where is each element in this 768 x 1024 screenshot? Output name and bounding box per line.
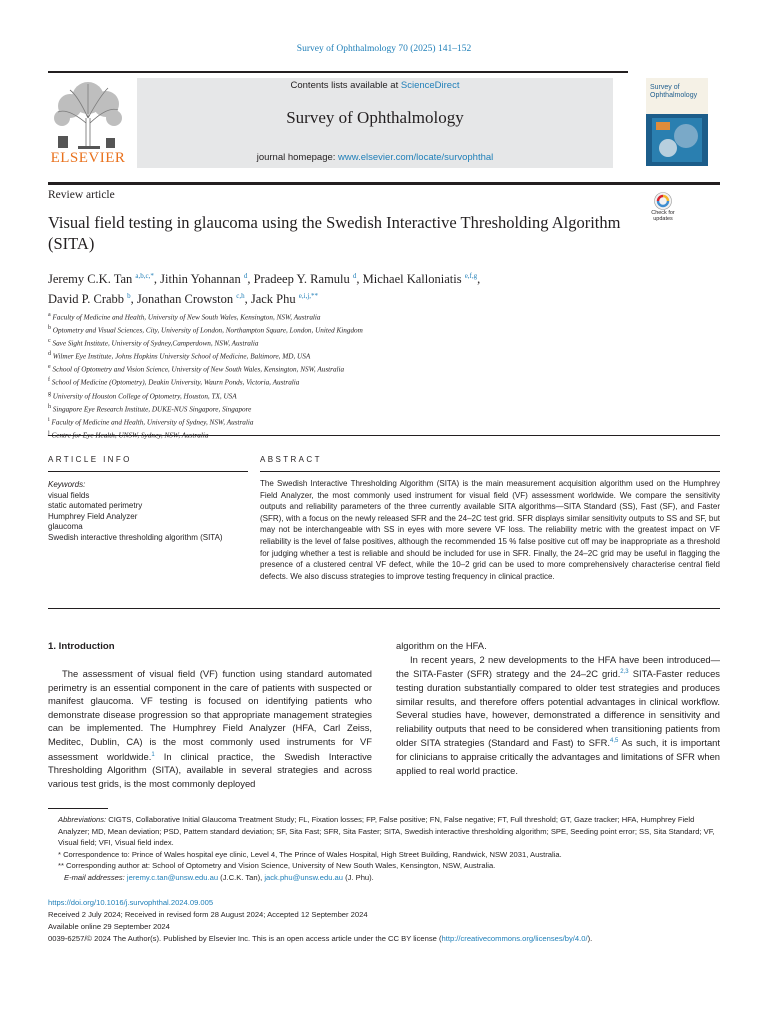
publisher-logo-text: ELSEVIER	[50, 150, 126, 166]
author-name[interactable]: Michael Kalloniatis	[362, 272, 462, 287]
author-affiliation-marker[interactable]: d	[243, 272, 248, 280]
affiliation-item: $^c$ Save Sight Institute, University of Sydney,Camperdown, NSW, Australia	[48, 338, 259, 348]
article-title: Visual field testing in glaucoma using the Swedish Interactive Thresholding Algorithm (SITA)	[48, 213, 621, 253]
keyword-item: visual fields	[48, 490, 90, 500]
keywords-block	[48, 480, 248, 543]
affiliation-item: $^e$ School of Optometry and Vision Science, University of New South Wales, Kensington, NSW, Australia	[48, 364, 345, 374]
doi-link[interactable]: https://doi.org/10.1016/j.survophthal.2024.09.005	[48, 898, 214, 907]
author-name[interactable]: Pradeep Y. Ramulu	[253, 272, 350, 287]
license-suffix: ).	[587, 934, 593, 943]
masthead-top-rule	[48, 71, 628, 73]
correspondence-footnote: * Correspondence to: Prince of Wales hospital eye clinic, Level 4, The Prince of Wales Hospital, High Street Building, Randwick, NSW 2031, Australia.	[58, 849, 562, 859]
cover-title	[650, 84, 697, 100]
affiliation-marker: b	[48, 325, 51, 332]
elsevier-logo	[48, 78, 128, 170]
article-info-rule	[48, 471, 248, 472]
right-paragraph	[396, 653, 720, 778]
keyword-item: Swedish interactive thresholding algorithm (SITA)	[48, 532, 223, 542]
section-title-introduction: 1. Introduction	[48, 641, 115, 652]
article-type: Review article	[48, 189, 115, 201]
affiliation-marker: e	[48, 364, 51, 371]
elsevier-tree-icon	[48, 78, 128, 150]
keywords-list	[48, 491, 248, 544]
citation-link[interactable]: 4,5	[610, 738, 619, 745]
left-column	[48, 667, 372, 790]
check-for-updates-icon	[647, 192, 679, 210]
email-name-phu: (J. Phu).	[342, 872, 374, 882]
corresponding-author-footnote: ** Corresponding author at: School of Optometry and Vision Science, University of New South Wales, Kensington, NSW, Australia.	[58, 861, 496, 871]
check-for-updates-label	[647, 210, 679, 222]
right-continuation: algorithm on the HFA.	[396, 640, 487, 651]
abbreviations-text: CIGTS, Collaborative Initial Glaucoma Treatment Study; FL, Fixation losses; FP, False positive; FN, False negative; FT, Full threshold; GT, Gaze tracker; HFA, Humphrey Field Analyzer; MD, Mean deviation; PSD, Pattern standard deviation; SF, Sita Fast; SFR, Sita Faster; SITA, Swedish interactive thresholding algorithm; SPE, Seeding point error; SS, Sita Standard; VF, Visual field; VFI, Visual field index.	[58, 815, 715, 848]
right-text-b: SITA-Faster reduces testing duration substantially compared to older test strategies and produces similar results, and therefore offers potential advantages in clinical workflow. Several studies have, however, demonstrated a difference in sensitivity and reliability outputs that need to be considered when transitioning patients from older SITA strategies (Standard and Fast) to SFR.	[396, 668, 720, 749]
available-online: Available online 29 September 2024	[48, 922, 170, 931]
check-updates-line1: Check for	[651, 210, 675, 216]
license-text: 0039-6257/© 2024 The Author(s). Published by Elsevier Inc. This is an open access article under the CC BY license (	[48, 934, 442, 943]
author-name[interactable]: David P. Crabb	[48, 292, 125, 307]
affiliation-marker: j	[48, 429, 50, 436]
citation-link[interactable]: 2,3	[620, 669, 629, 676]
email-footnote	[48, 872, 720, 884]
received-dates: Received 2 July 2024; Received in revised form 28 August 2024; Accepted 12 September 2024	[48, 910, 368, 919]
author-name[interactable]: Jithin Yohannan	[160, 272, 241, 287]
affiliation-marker: i	[48, 416, 50, 423]
keyword-item: glaucoma	[48, 522, 83, 531]
license-link[interactable]: http://creativecommons.org/licenses/by/4.0/	[441, 934, 588, 943]
sciencedirect-link[interactable]: ScienceDirect	[400, 80, 460, 91]
abbreviations-label: Abbreviations:	[58, 815, 107, 824]
affiliation-item: $^h$ Singapore Eye Research Institute, DUKE-NUS Singapore, Singapore	[48, 403, 252, 414]
author-name[interactable]: Jeremy C.K. Tan	[48, 272, 133, 287]
affiliation-item: $^f$ School of Medicine (Optometry), Deakin University, Waurn Ponds, Victoria, Australia	[48, 377, 300, 387]
email-name-tan: (J.C.K. Tan),	[218, 872, 265, 882]
footnotes	[48, 814, 720, 884]
email-link-phu[interactable]: jack.phu@unsw.edu.au	[264, 872, 343, 882]
abbreviations-footnote	[48, 814, 720, 849]
publication-info	[48, 897, 748, 945]
homepage-line	[137, 152, 613, 163]
article-info-heading: ARTICLE INFO	[48, 455, 132, 464]
masthead-bottom-rule	[48, 182, 720, 185]
author-affiliation-marker[interactable]: e,i,j,**	[298, 292, 319, 301]
email-link-tan[interactable]: jeremy.c.tan@unsw.edu.au	[126, 872, 219, 882]
affiliation-item: $^i$ Faculty of Medicine and Health, University of Sydney, NSW, Australia	[48, 416, 254, 427]
keywords-label: Keywords:	[48, 480, 86, 489]
cover-graphic-icon	[652, 118, 702, 162]
homepage-prefix: journal homepage:	[256, 152, 339, 163]
author-name[interactable]: Jonathan Crowston	[136, 292, 234, 307]
affiliation-marker: a	[48, 312, 51, 318]
affiliation-marker: g	[48, 390, 51, 397]
affiliation-marker: h	[48, 403, 51, 410]
affiliation-marker: d	[48, 351, 51, 358]
check-updates-line2: updates	[653, 216, 673, 222]
divider-top	[48, 435, 720, 436]
license-line	[48, 933, 748, 945]
keyword-item: static automated perimetry	[48, 501, 143, 510]
abstract-heading: ABSTRACT	[260, 455, 322, 464]
right-column	[396, 639, 720, 777]
abstract-rule	[260, 471, 720, 472]
contents-prefix: Contents lists available at	[290, 80, 401, 91]
footnote-rule	[48, 808, 108, 809]
journal-title: Survey of Ophthalmology	[286, 108, 464, 127]
right-text-a: In recent years, 2 new developments to the HFA have been introduced—the SITA-Faster (SFR) strategy and the 24–2C grid.	[396, 653, 720, 680]
abstract-text: The Swedish Interactive Thresholding Algorithm (SITA) is the main measurement acquisition algorithm used on the Humphrey Field Analyzer, the most commonly used instrument for visual field (VF) assessment worldwide. We compare the sensitivity outputs and reliability parameters of the three currently available SITA algorithms—SITA Standard (SS), Fast (SF), and Faster (SFR), with a focus on the newly released SFR and the 24–2C test grid. SFR displays similar sensitivity outputs to SS and SF, but may not be interchangeable with SS in eyes with more severe VF loss. The reliability metric with the greatest impact on VF reliability is the level of false positives, although the recommended 15 % false positive cut off may be inappropriate as a threshold for judging whether a test is reliable and should be included for use in SFR. Finally, the 24–2C grid may be useful in flagging the presence of a clustered central VF defect, while the 10–2 grid can be used to more comprehensively characterise central field defects. We also discuss strategies to improve testing frequency in clinical practice.	[260, 479, 720, 581]
affiliation-list	[48, 310, 688, 441]
intro-paragraph	[48, 667, 372, 790]
divider-bottom	[48, 608, 720, 609]
email-label: E-mail addresses:	[64, 872, 125, 882]
cover-title-line1: Survey of	[650, 84, 680, 91]
author-affiliation-marker[interactable]: d	[352, 272, 357, 280]
cover-title-line2: Ophthalmology	[650, 92, 698, 99]
affiliation-item: $^b$ Optometry and Visual Sciences, City, University of London, Northampton Square, London, United Kingdom	[48, 325, 363, 335]
citation-link[interactable]: 1	[151, 751, 155, 758]
right-text-c: As such, it is important for clinicians to appraise critically the advantages and limitations of SFR when applied to real world practice.	[396, 737, 720, 776]
affiliation-marker: c	[48, 338, 51, 345]
author-affiliation-marker[interactable]: b	[127, 292, 131, 301]
author-affiliation-marker[interactable]: a,b,c,*	[135, 272, 154, 280]
affiliation-item: $^g$ University of Houston College of Optometry, Houston, TX, USA	[48, 390, 237, 400]
journal-cover-image	[646, 78, 708, 166]
author-list: Jeremy C.K. Tan $^{a,b,c,*}$, Jithin Yohannan $^d$, Pradeep Y. Ramulu $^d$, Michael Kalloniatis $^{e,f,g}$, David P. Crabb $^b$, Jonathan Crowston $^{c,h}$, Jack Phu $^{e,i,j,**}$	[48, 272, 481, 307]
check-for-updates-button[interactable]	[647, 192, 679, 228]
keyword-item: Humphrey Field Analyzer	[48, 511, 138, 521]
journal-homepage-link[interactable]: www.elsevier.com/locate/survophthal	[338, 152, 494, 163]
intro-text-end: In clinical practice, the Swedish Interactive Thresholding Algorithm (SITA), available in several strategies and across various test grids, is the most commonly deployed	[48, 750, 372, 789]
journal-reference-link[interactable]: Survey of Ophthalmology 70 (2025) 141–152	[296, 44, 472, 54]
contents-line	[137, 80, 613, 91]
affiliation-item: $^d$ Wilmer Eye Institute, Johns Hopkins University School of Medicine, Baltimore, MD, USA	[48, 351, 311, 361]
journal-banner	[137, 78, 613, 168]
affiliation-marker: f	[48, 377, 50, 384]
author-affiliation-marker[interactable]: c,h	[236, 292, 245, 301]
author-name[interactable]: Jack Phu	[250, 292, 296, 307]
affiliation-item: $^a$ Faculty of Medicine and Health, University of New South Wales, Kensington, NSW, Australia	[48, 312, 321, 322]
intro-text: The assessment of visual field (VF) function using standard automated perimetry is an essential component in the care of patients with suspected or manifest glaucoma. VF testing is focused on identifying patients who demonstrate disease progression so that appropriate management strategies can be implemented. The Humphrey Field Analyzer (HFA, Carl Zeiss, Meditec, Dublin, CA) is the most commonly used instruments for VF assessment worldwide.	[48, 668, 372, 762]
author-affiliation-marker[interactable]: e,f,g	[464, 272, 478, 280]
